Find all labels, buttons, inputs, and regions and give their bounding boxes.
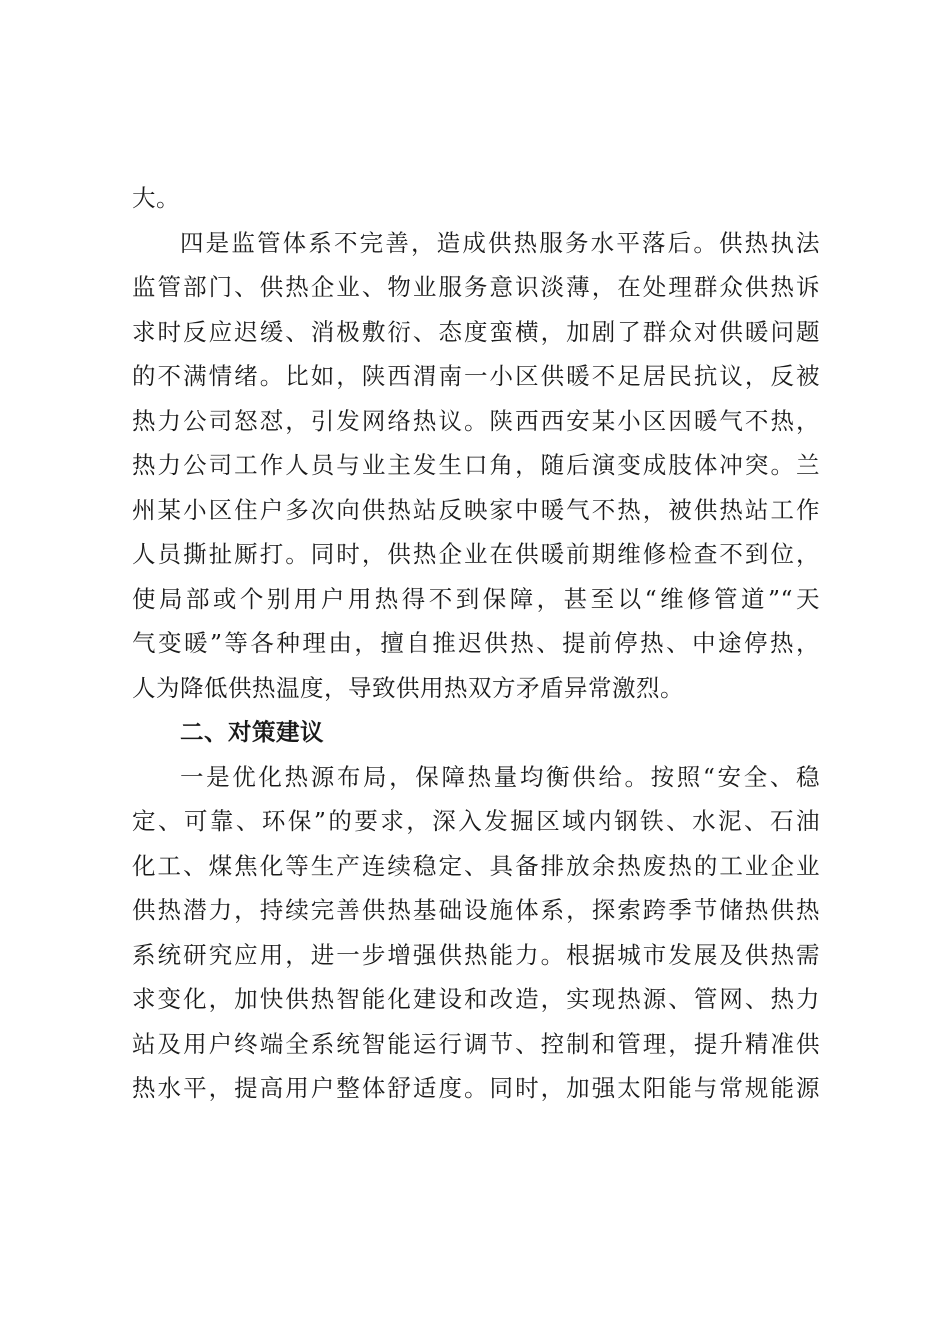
- paragraph-line: 人员撕扯厮打。同时，供热企业在供暖前期维修检查不到位，: [132, 540, 820, 568]
- paragraph-line: 供热潜力，持续完善供热基础设施体系，探索跨季节储热供热: [132, 896, 820, 924]
- paragraph-line: 使局部或个别用户用热得不到保障，甚至以“维修管道”“天: [132, 584, 820, 613]
- paragraph-line: 大。: [132, 184, 180, 212]
- paragraph-line: 气变暖”等各种理由，擅自推迟供热、提前停热、中途停热，: [132, 629, 820, 657]
- paragraph-line: 的不满情绪。比如，陕西渭南一小区供暖不足居民抗议，反被: [132, 362, 820, 390]
- paragraph-line: 站及用户终端全系统智能运行调节、控制和管理，提升精准供: [132, 1029, 820, 1058]
- paragraph-line: 监管部门、供热企业、物业服务意识淡薄，在处理群众供热诉: [132, 273, 820, 301]
- paragraph-line: 四是监管体系不完善，造成供热服务水平落后。供热执法: [180, 228, 820, 257]
- paragraph-line: 热力公司工作人员与业主发生口角，随后演变成肢体冲突。兰: [132, 451, 820, 479]
- section-heading: 二、对策建议: [180, 718, 324, 746]
- paragraph-line: 一是优化热源布局，保障热量均衡供给。按照“安全、稳: [180, 762, 820, 791]
- document-body: [132, 176, 820, 1111]
- paragraph-line: 定、可靠、环保”的要求，深入发掘区域内钢铁、水泥、石油: [132, 807, 820, 835]
- paragraph-line: 人为降低供热温度，导致供用热双方矛盾异常激烈。: [132, 673, 684, 702]
- paragraph-line: 化工、煤焦化等生产连续稳定、具备排放余热废热的工业企业: [132, 851, 820, 880]
- paragraph-line: 系统研究应用，进一步增强供热能力。根据城市发展及供热需: [132, 940, 820, 969]
- paragraph-line: 热水平，提高用户整体舒适度。同时，加强太阳能与常规能源: [132, 1074, 820, 1102]
- paragraph-line: 州某小区住户多次向供热站反映家中暖气不热，被供热站工作: [132, 495, 820, 524]
- paragraph-line: 求时反应迟缓、消极敷衍、态度蛮横，加剧了群众对供暖问题: [132, 317, 820, 346]
- paragraph-line: 求变化，加快供热智能化建设和改造，实现热源、管网、热力: [132, 985, 820, 1013]
- paragraph-line: 热力公司怒怼，引发网络热议。陕西西安某小区因暖气不热，: [132, 406, 820, 435]
